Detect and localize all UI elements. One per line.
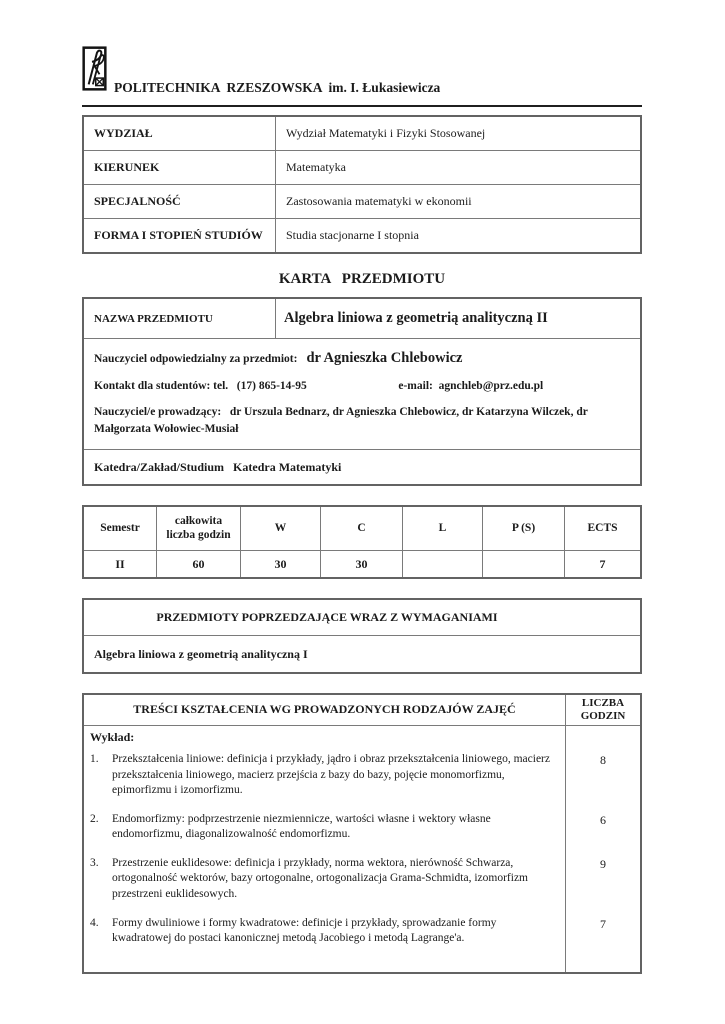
column-header: C	[320, 507, 402, 550]
column-header: ECTS	[564, 507, 640, 550]
responsible-teacher-line	[94, 350, 628, 367]
item-text	[84, 856, 565, 916]
responsible-teacher-label: Nauczyciel odpowiedzialny za przedmiot:	[94, 353, 298, 365]
item-text	[84, 916, 565, 972]
table-cell	[402, 551, 482, 577]
university-logo-icon	[82, 46, 107, 96]
table-cell: 7	[564, 551, 640, 577]
row-value: Wydział Matematyki i Fizyki Stosowanej	[275, 117, 640, 150]
table-cell	[482, 551, 564, 577]
subject-name-label: NAZWA PRZEDMIOTU	[94, 312, 213, 325]
column-header: L	[402, 507, 482, 550]
hours-cell: 9	[565, 856, 640, 916]
lecturers-line: Nauczyciel/e prowadzący: dr Urszula Bednarz, dr Agnieszka Chlebowicz, dr Katarzyna Wilczek, dr Małgorzata Wołowiec-Musiał	[94, 406, 591, 435]
university-name: POLITECHNIKA RZESZOWSKA im. I. Łukasiewicza	[114, 79, 441, 95]
row-label: WYDZIAŁ	[94, 126, 153, 140]
contact-email: e-mail: agnchleb@prz.edu.pl	[398, 380, 544, 392]
prerequisites-table	[82, 598, 642, 674]
hours-cell: 6	[565, 812, 640, 856]
column-header: Semestr	[100, 521, 140, 534]
content-item-row	[84, 916, 640, 972]
item-text	[84, 752, 565, 812]
table-cell: 30	[320, 551, 402, 577]
item-description: Przestrzenie euklidesowe: definicja i przykłady, norma wektora, nierówność Schwarza, ortogonalność wektorów, bazy ortogonalne, ortogonalizacja Grama-Schmidta, izomorfizm przestrzeni euklidesowych.	[112, 857, 528, 900]
course-content-table	[82, 693, 642, 974]
semester-hours-table	[82, 505, 642, 579]
university-header	[82, 46, 642, 96]
header-divider	[82, 105, 642, 107]
table-row	[84, 150, 640, 184]
contact-phone: Kontakt dla studentów: tel. (17) 865-14-95	[94, 380, 307, 392]
content-header-title: TREŚCI KSZTAŁCENIA WG PROWADZONYCH RODZAJÓW ZAJĘĆ	[133, 702, 516, 717]
content-section-row	[84, 726, 640, 753]
item-number: 2.	[90, 812, 99, 825]
content-item-row	[84, 856, 640, 916]
item-description: Formy dwuliniowe i formy kwadratowe: definicje i przykłady, sprowadzanie formy kwadratowej do postaci kanonicznej metodą Jacobiego i metodą Lagrange'a.	[112, 916, 497, 944]
semester-table-header-row	[84, 507, 640, 551]
table-row	[84, 117, 640, 150]
hours-cell: 8	[565, 752, 640, 812]
table-cell: 60	[156, 551, 240, 577]
department-row: Katedra/Zakład/Studium Katedra Matematyki	[94, 459, 342, 474]
item-number: 1.	[90, 753, 99, 766]
subject-info-table	[82, 297, 642, 486]
item-text	[84, 812, 565, 856]
column-header: całkowita liczba godzin	[156, 507, 240, 550]
row-label: KIERUNEK	[94, 160, 160, 174]
table-row	[84, 184, 640, 218]
content-item-row	[84, 752, 640, 812]
item-number: 4.	[90, 916, 99, 929]
column-header: P (S)	[482, 507, 564, 550]
section-label: Wykład:	[90, 729, 135, 744]
subject-name-value: Algebra liniowa z geometrią analityczną II	[275, 299, 640, 338]
item-description: Endomorfizmy: podprzestrzenie niezmiennicze, wartości własne i wektory własne endomorfizmu, diagonalizowalność endomorfizmu.	[112, 812, 491, 841]
table-cell: II	[115, 556, 125, 571]
semester-table-data-row	[84, 551, 640, 577]
row-value: Studia stacjonarne I stopnia	[275, 219, 640, 252]
hours-cell	[565, 726, 640, 753]
table-cell: 30	[240, 551, 320, 577]
teacher-block	[84, 339, 640, 450]
prerequisites-header: PRZEDMIOTY POPRZEDZAJĄCE WRAZ Z WYMAGANIAMI	[84, 600, 640, 636]
row-label: FORMA I STOPIEŃ STUDIÓW	[94, 228, 263, 242]
page-title: KARTA PRZEDMIOTU	[278, 271, 446, 287]
document-page	[82, 0, 642, 974]
table-row	[84, 218, 640, 252]
hours-cell: 7	[565, 916, 640, 972]
faculty-info-table	[82, 115, 642, 254]
row-label: SPECJALNOŚĆ	[94, 194, 181, 208]
responsible-teacher-name: dr Agnieszka Chlebowicz	[306, 350, 463, 366]
prerequisites-value: Algebra liniowa z geometrią analityczną I	[94, 646, 308, 661]
subject-name-row	[84, 299, 640, 339]
row-value: Zastosowania matematyki w ekonomii	[275, 185, 640, 218]
column-header: W	[240, 507, 320, 550]
item-number: 3.	[90, 857, 99, 870]
contact-line	[94, 380, 628, 392]
item-description: Przekształcenia liniowe: definicja i przykłady, jądro i obraz przekształcenia liniowego, macierz przekształcenia liniowego, macierz przejścia z bazy do bazy, pojęcie monomorfizmu, epimorfizmu i izomorfizmu.	[112, 753, 550, 796]
content-item-row	[84, 812, 640, 856]
row-value: Matematyka	[275, 151, 640, 184]
content-table-header-row	[84, 695, 640, 725]
hours-column-header: LICZBA GODZIN	[565, 695, 640, 724]
